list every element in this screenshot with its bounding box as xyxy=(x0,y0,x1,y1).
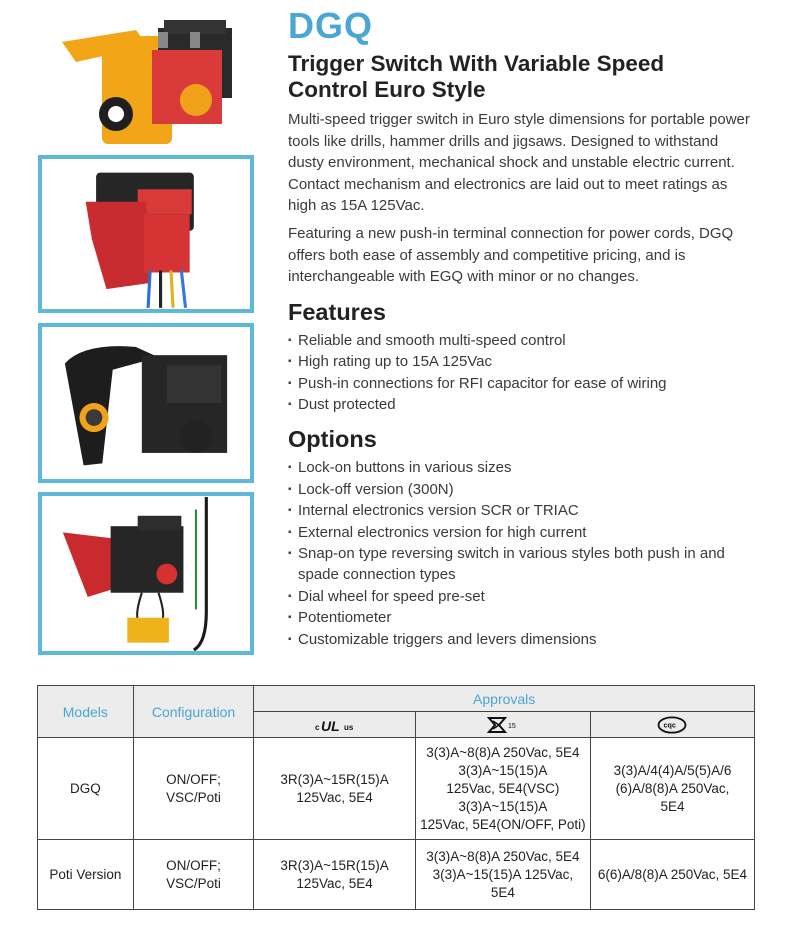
svg-text:c: c xyxy=(314,723,320,733)
features-heading: Features xyxy=(288,298,386,325)
enec-mark-icon xyxy=(483,716,523,734)
brand-title: DGQ xyxy=(288,5,374,46)
table-row xyxy=(38,738,755,840)
option-item: ▪ Dial wheel for speed pre-set xyxy=(288,586,758,607)
features-list xyxy=(288,330,758,416)
feature-item: ▪ Dust protected xyxy=(288,394,758,415)
option-item: ▪ Snap-on type reversing switch in various styles both push in and spade connection types xyxy=(288,543,758,586)
ul-line: 3R(3)A~15R(15)A xyxy=(280,857,389,873)
cqc-line: 5E4 xyxy=(660,798,685,814)
options-heading: Options xyxy=(288,426,377,453)
config-cell xyxy=(133,738,254,840)
header-configuration: Configuration xyxy=(133,686,254,738)
product-title xyxy=(288,51,758,103)
description-paragraph: Multi-speed trigger switch in Euro style dimensions for portable power tools like drills, hammer drills and jigsaws. Designed to withstand dusty environment, mechanical shock and unstable electric current. Contact mechanism and electronics are laid out to meet ratings as high as 15A 125Vac. xyxy=(288,111,750,215)
product-title-line2: Control Euro Style xyxy=(288,77,486,102)
option-item: ▪ Potentiometer xyxy=(288,607,758,628)
content-column xyxy=(288,6,758,650)
ul-line: 3R(3)A~15R(15)A xyxy=(280,771,389,787)
enec-line: 3(3)A~15(15)A xyxy=(458,798,548,814)
cqc-cell xyxy=(590,840,754,910)
option-item: ▪ Customizable triggers and levers dimensions xyxy=(288,629,758,650)
cqc-line: (6)A/8(8)A 250Vac, xyxy=(615,780,730,796)
options-list xyxy=(288,457,758,650)
svg-text:us: us xyxy=(343,723,353,733)
config-cell xyxy=(133,840,254,910)
option-item: ▪ External electronics version for high current xyxy=(288,522,758,543)
approvals-table xyxy=(37,685,755,910)
product-image-yellow-switch xyxy=(40,10,250,150)
feature-item: ▪ High rating up to 15A 125Vac xyxy=(288,351,758,372)
enec-cell xyxy=(415,738,590,840)
ul-line: 125Vac, 5E4 xyxy=(296,875,373,891)
config-line: VSC/Poti xyxy=(166,875,221,891)
header-models: Models xyxy=(38,686,134,738)
enec-line: 5E4 xyxy=(490,884,515,900)
feature-item: ▪ Push-in connections for RFI capacitor for ease of wiring xyxy=(288,373,758,394)
svg-text:UL: UL xyxy=(320,718,340,735)
enec-line: 3(3)A~15(15)A 125Vac, xyxy=(432,866,574,882)
cqc-line: 3(3)A/4(4)A/5(5)A/6 xyxy=(613,762,732,778)
product-title-line1: Trigger Switch With Variable Speed xyxy=(288,51,665,76)
cert-cqc-cell xyxy=(590,712,754,738)
config-line: VSC/Poti xyxy=(166,789,221,805)
ul-cell xyxy=(254,738,416,840)
ul-line: 125Vac, 5E4 xyxy=(296,789,373,805)
option-item: ▪ Lock-off version (300N) xyxy=(288,479,758,500)
option-item: ▪ Internal electronics version SCR or TRIAC xyxy=(288,500,758,521)
product-image-black-switch-dial xyxy=(38,323,254,483)
model-cell: Poti Version xyxy=(38,840,134,910)
cert-enec-cell xyxy=(415,712,590,738)
feature-item: ▪ Reliable and smooth multi-speed control xyxy=(288,330,758,351)
enec-cell xyxy=(415,840,590,910)
option-item: ▪ Lock-on buttons in various sizes xyxy=(288,457,758,478)
cqc-line: 6(6)A/8(8)A 250Vac, 5E4 xyxy=(597,866,748,882)
cert-ul-cell xyxy=(254,712,416,738)
cqc-mark-icon xyxy=(655,716,689,734)
config-line: ON/OFF; xyxy=(166,857,221,873)
enec-line: 3(3)A~15(15)A xyxy=(458,762,548,778)
model-cell: DGQ xyxy=(38,738,134,840)
svg-text:15: 15 xyxy=(507,723,516,731)
ul-cell xyxy=(254,840,416,910)
svg-text:cqc: cqc xyxy=(663,720,677,730)
enec-line: 3(3)A~8(8)A 250Vac, 5E4 xyxy=(426,744,580,760)
product-image-red-trigger-capacitor xyxy=(38,492,254,655)
cqc-cell xyxy=(590,738,754,840)
enec-line: 125Vac, 5E4(VSC) xyxy=(446,780,560,796)
table-row xyxy=(38,840,755,910)
ul-listing-icon xyxy=(313,716,357,734)
config-line: ON/OFF; xyxy=(166,771,221,787)
enec-line: 125Vac, 5E4(ON/OFF, Poti) xyxy=(420,816,586,832)
product-image-red-switch-wires xyxy=(38,155,254,313)
enec-line: 3(3)A~8(8)A 250Vac, 5E4 xyxy=(426,848,580,864)
description-paragraph: Featuring a new push-in terminal connection for power cords, DGQ offers both ease of assembly and competitive pricing, and is interchangeable with EGQ with minor or no changes. xyxy=(288,224,734,286)
header-approvals: Approvals xyxy=(254,686,755,712)
